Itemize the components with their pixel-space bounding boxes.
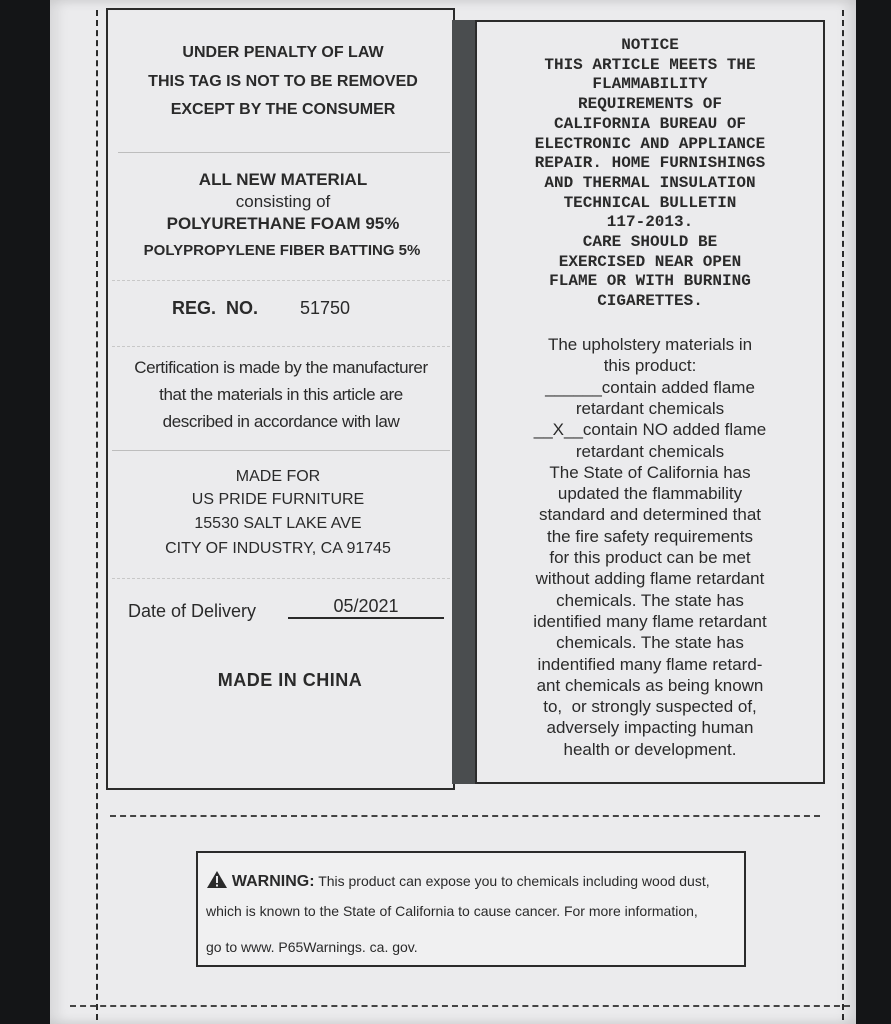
made-for-line: MADE FOR	[235, 468, 321, 485]
reg-number: 51750	[300, 298, 351, 318]
upholstery-line: for this product can be met	[549, 548, 751, 567]
upholstery-line: to, or strongly suspected of,	[543, 697, 757, 717]
warning-line: This product can expose you to chemicals including wood dust,	[318, 873, 710, 889]
upholstery-line: adversely impacting human	[546, 718, 754, 738]
certification-line: that the materials in this article are	[159, 385, 403, 404]
warning-box	[196, 851, 746, 967]
penalty-line: EXCEPT BY THE CONSUMER	[170, 101, 396, 118]
certification-line: described in accordance with law	[162, 412, 400, 431]
warning-line: go to www. P65Warnings. ca. gov.	[206, 939, 418, 955]
upholstery-line: ______contain added flame	[545, 377, 755, 397]
notice-line: EXERCISED NEAR OPEN	[558, 252, 742, 271]
warning-label: WARNING:	[231, 873, 315, 890]
upholstery-line: health or development.	[563, 739, 737, 759]
left-separator	[112, 346, 450, 347]
material-line: consisting of	[235, 192, 331, 211]
notice-line: ELECTRONIC AND APPLIANCE	[534, 134, 766, 153]
upholstery-line: updated the flammability	[557, 484, 743, 504]
notice-line: CALIFORNIA BUREAU OF	[553, 114, 747, 133]
notice-line: THIS ARTICLE MEETS THE	[544, 55, 756, 74]
notice-line: CARE SHOULD BE	[582, 233, 718, 251]
left-separator	[118, 152, 450, 153]
delivery-label: Date of Delivery	[128, 601, 257, 621]
notice-line: FLAMMABILITY	[592, 75, 708, 94]
right-stitching	[842, 10, 844, 1020]
certification-line: Certification is made by the manufacturer	[134, 358, 428, 377]
notice-line: AND THERMAL INSULATION	[544, 173, 756, 192]
left-separator	[112, 280, 450, 281]
material-line: ALL NEW MATERIAL	[198, 170, 368, 189]
made-in-label: MADE IN CHINA	[217, 670, 363, 690]
reg-label: REG. NO.	[172, 298, 259, 318]
upholstery-line: retardant chemicals	[575, 398, 725, 418]
material-line: POLYURETHANE FOAM 95%	[166, 214, 400, 233]
upholstery-line: __X__contain NO added flame	[533, 420, 767, 440]
material-line: POLYPROPYLENE FIBER BATTING 5%	[143, 242, 421, 259]
notice-line: REQUIREMENTS OF	[577, 95, 723, 114]
upholstery-line: indentified many flame retard-	[537, 654, 763, 674]
notice-line: REPAIR. HOME FURNISHINGS	[534, 154, 766, 173]
upholstery-line: ant chemicals as being known	[536, 675, 764, 695]
warning-line: which is known to the State of California to cause cancer. For more information,	[206, 903, 698, 919]
upholstery-line: retardant chemicals	[575, 441, 725, 461]
upholstery-line: identified many flame retardant	[533, 611, 767, 631]
notice-line: TECHNICAL BULLETIN	[563, 193, 737, 212]
left-separator	[112, 578, 450, 579]
notice-line: 117-2013.	[606, 213, 694, 232]
delivery-value: 05/2021	[288, 596, 444, 619]
made-for-line: CITY OF INDUSTRY, CA 91745	[165, 540, 391, 557]
penalty-line: UNDER PENALTY OF LAW	[182, 44, 384, 61]
penalty-line: THIS TAG IS NOT TO BE REMOVED	[148, 73, 418, 90]
warning-triangle-icon	[206, 873, 232, 889]
made-for-line: US PRIDE FURNITURE	[191, 491, 365, 508]
upholstery-line: The upholstery materials in	[547, 335, 753, 354]
left-stitching	[96, 10, 98, 1020]
notice-line: CIGARETTES.	[597, 292, 703, 311]
notice-line: FLAME OR WITH BURNING	[549, 272, 751, 291]
upholstery-line: the fire safety requirements	[547, 526, 753, 546]
upholstery-line: chemicals. The state has	[556, 590, 744, 610]
upholstery-line: The State of California has	[549, 462, 751, 482]
upholstery-line: standard and determined that	[538, 505, 762, 525]
upholstery-line: without adding flame retardant	[535, 569, 765, 589]
bottom-stitching	[70, 1005, 850, 1007]
upholstery-line: chemicals. The state has	[556, 633, 744, 653]
upholstery-line: this product:	[603, 356, 697, 376]
tear-line	[110, 815, 820, 817]
notice-title: NOTICE	[621, 36, 679, 54]
made-for-line: 15530 SALT LAKE AVE	[194, 515, 362, 532]
left-separator	[112, 450, 450, 451]
